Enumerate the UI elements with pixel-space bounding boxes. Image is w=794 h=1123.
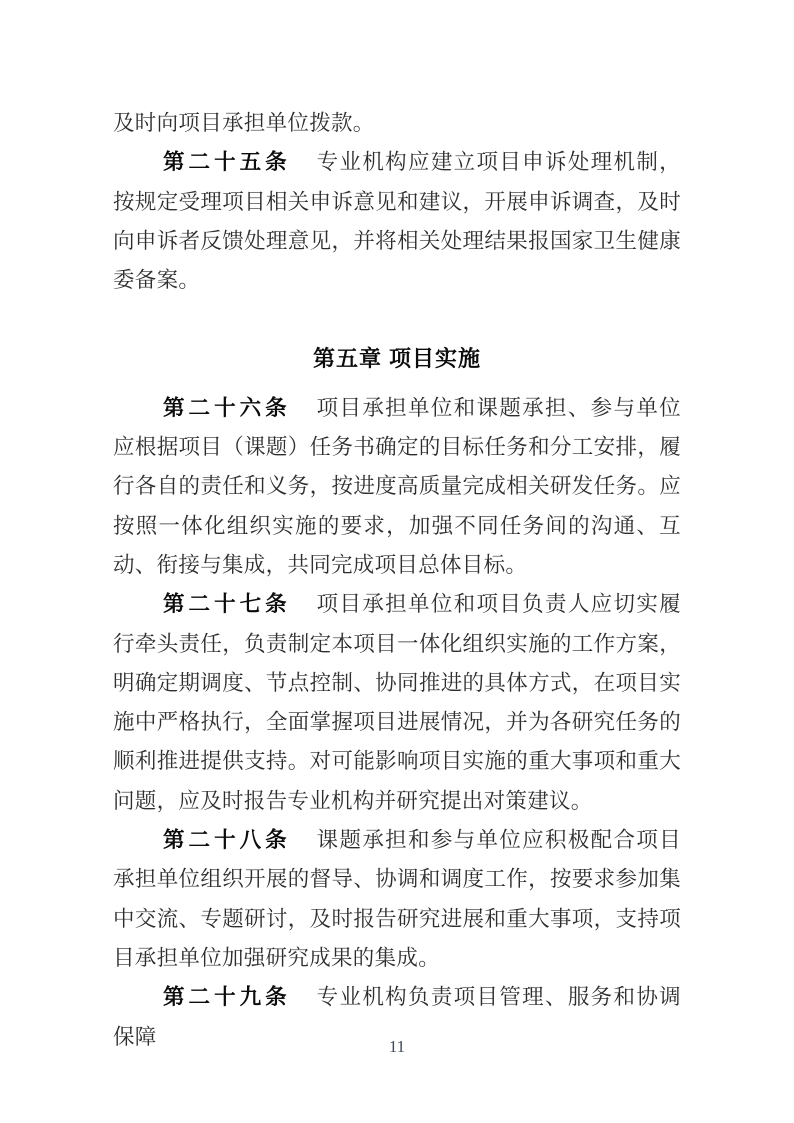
paragraph-continuation: 及时向项目承担单位拨款。: [113, 111, 375, 135]
page-number: 11: [388, 1037, 406, 1056]
article-26: [113, 389, 681, 585]
article-26-text: 项目承担单位和课题承担、参与单位应根据项目（课题）任务书确定的目标任务和分工安排，履行各自的责任和义务，按进度高质量完成相关研发任务。应按照一体化组织实施的要求，加强不同任务间的沟通、互动、衔接与集成，共同完成项目总体目标。: [113, 395, 681, 577]
article-28-text: 课题承担和参与单位应积极配合项目承担单位组织开展的督导、协调和调度工作，按要求参加集中交流、专题研讨，及时报告研究进展和重大事项，支持项目承担单位加强研究成果的集成。: [113, 828, 681, 970]
article-27-text: 项目承担单位和项目负责人应切实履行牵头责任，负责制定本项目一体化组织实施的工作方案，明确定期调度、节点控制、协同推进的具体方式，在项目实施中严格执行，全面掌握项目进展情况，并为各研究任务的顺利推进提供支持。对可能影响项目实施的重大事项和重大问题，应及时报告专业机构并研究提出对策建议。: [113, 592, 681, 813]
article-25-number: 第二十五条: [163, 150, 291, 175]
article-28-number: 第二十八条: [163, 828, 291, 853]
article-27: [113, 585, 681, 821]
article-25-text: 专业机构应建立项目申诉处理机制，按规定受理项目相关申诉意见和建议，开展申诉调查，及时向申诉者反馈处理意见，并将相关处理结果报国家卫生健康委备案。: [113, 150, 681, 293]
article-25: [113, 143, 681, 300]
chapter-heading: 第五章 项目实施: [312, 346, 482, 372]
article-28: [113, 821, 681, 978]
article-29-text: 专业机构负责项目管理、服务和协调保障: [113, 985, 681, 1049]
article-26-number: 第二十六条: [163, 395, 291, 420]
page-body: [113, 104, 681, 1057]
article-29-number: 第二十九条: [163, 985, 291, 1010]
article-27-number: 第二十七条: [163, 592, 291, 617]
